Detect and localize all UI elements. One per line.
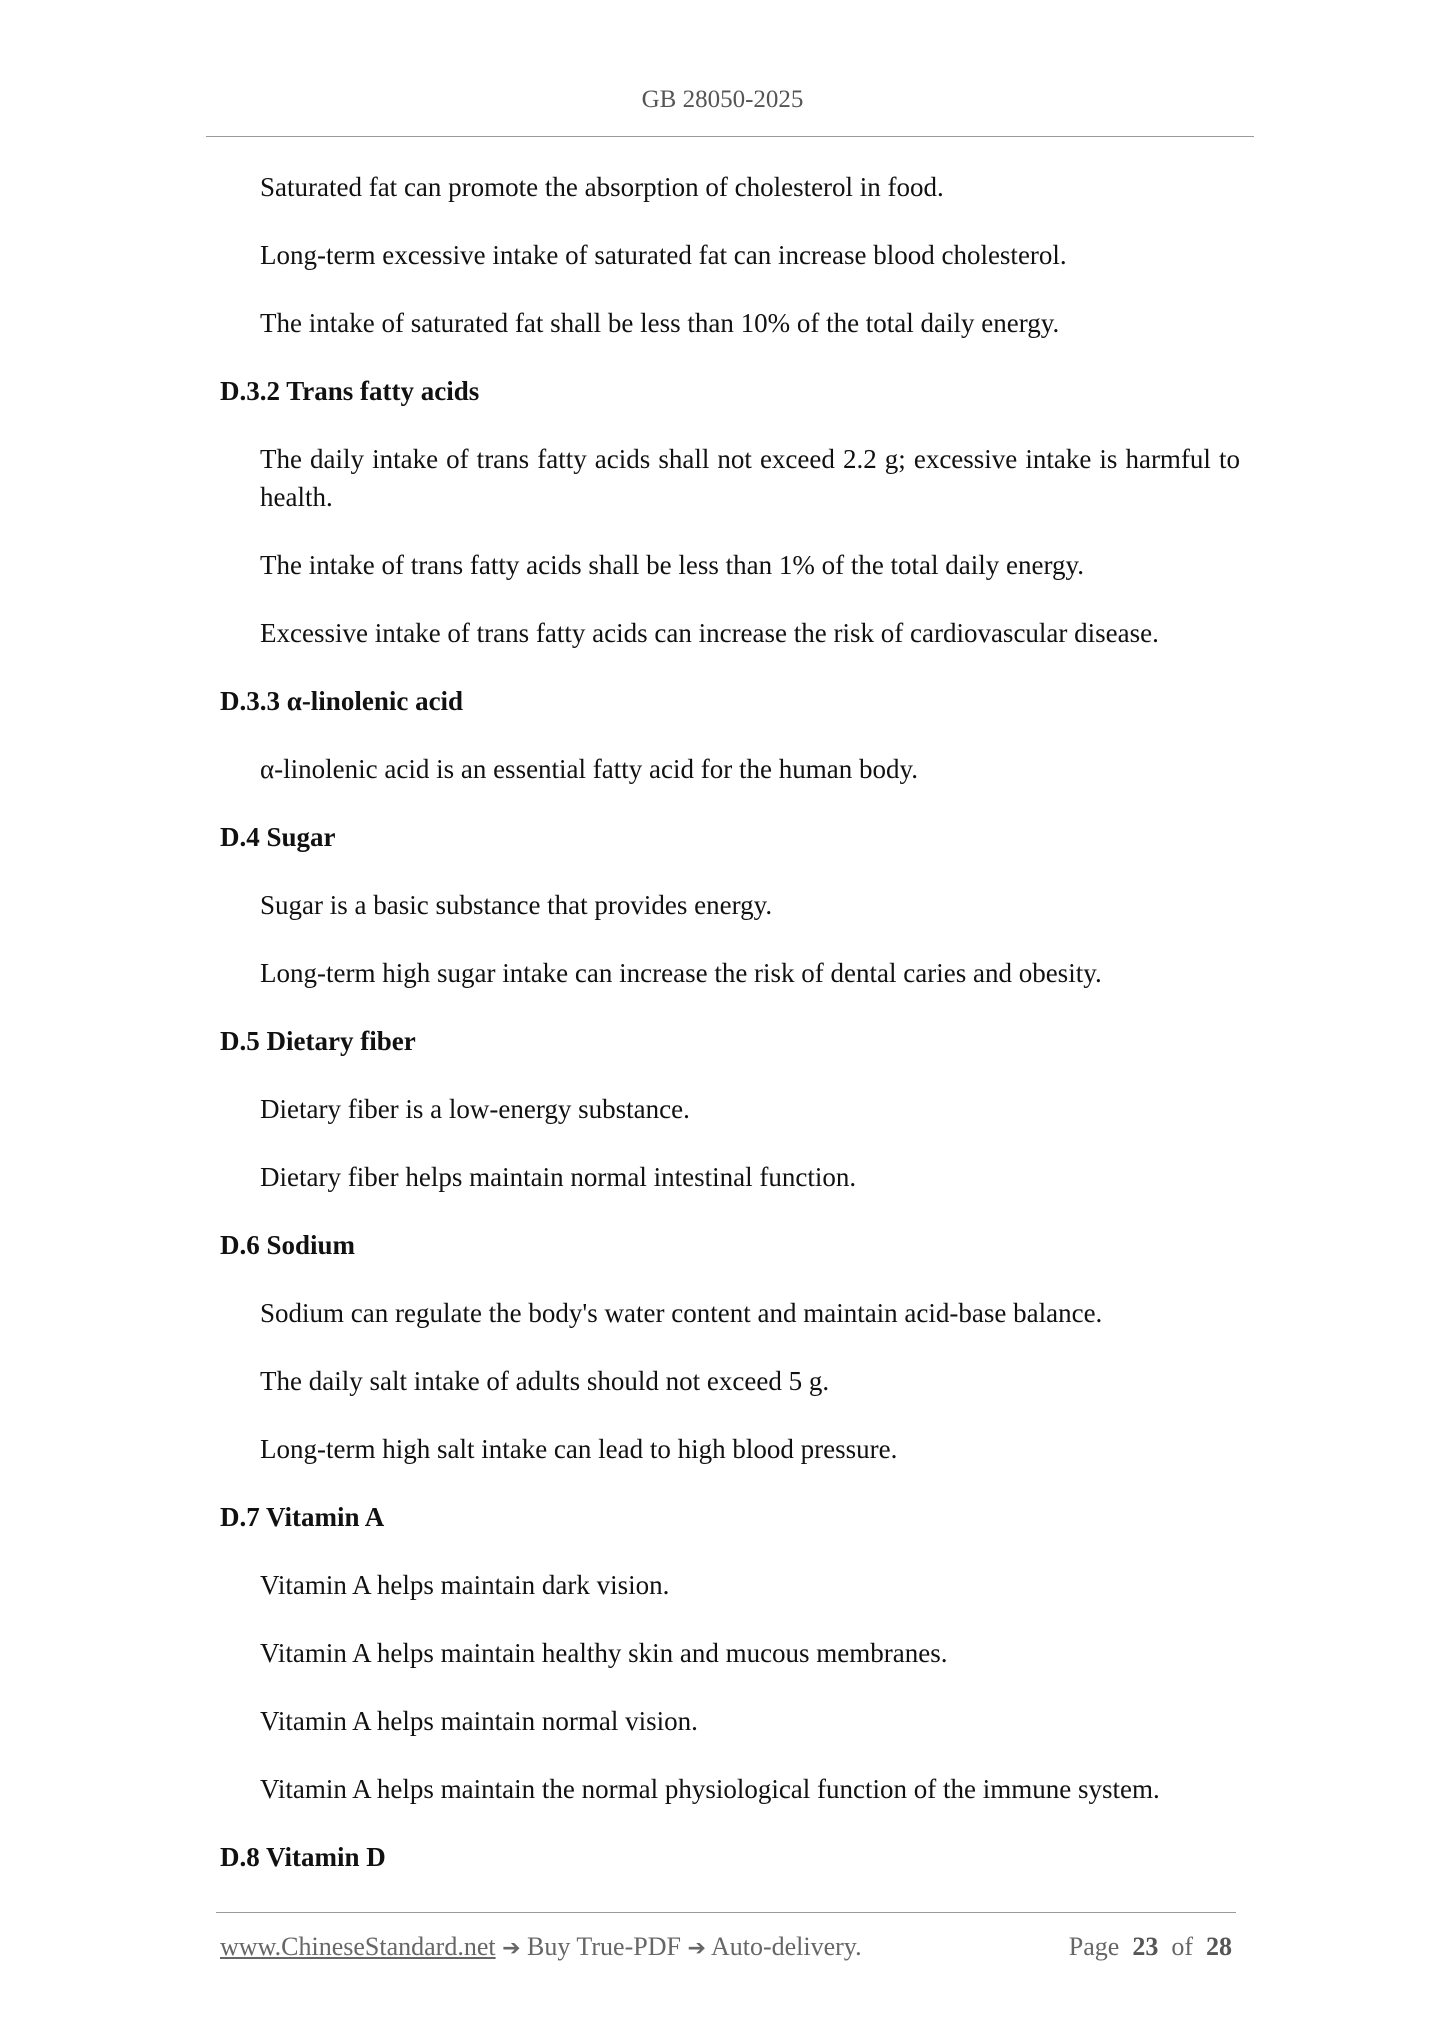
section-heading-sugar: D.4 Sugar: [220, 822, 336, 852]
paragraph: Sodium can regulate the body's water content and maintain acid-base balance.: [260, 1298, 1103, 1328]
page-header-title: GB 28050-2025: [641, 86, 804, 113]
paragraph: Vitamin A helps maintain healthy skin and mucous membranes.: [260, 1638, 948, 1668]
paragraph: α-linolenic acid is an essential fatty acid for the human body.: [260, 754, 918, 784]
section-heading-alpha-linolenic-acid: D.3.3 α-linolenic acid: [220, 686, 464, 716]
paragraph: Vitamin A helps maintain the normal physiological function of the immune system.: [260, 1774, 1160, 1804]
paragraph: Vitamin A helps maintain normal vision.: [260, 1706, 698, 1736]
section-heading-sodium: D.6 Sodium: [220, 1230, 356, 1260]
document-body: [220, 168, 1240, 1906]
paragraph: Sugar is a basic substance that provides energy.: [260, 890, 773, 920]
footer-divider: [216, 1912, 1236, 1913]
paragraph: Excessive intake of trans fatty acids can increase the risk of cardiovascular disease.: [260, 618, 1159, 648]
page-number: [1069, 1932, 1232, 1962]
page-of-label: of: [1171, 1932, 1193, 1961]
paragraph: The intake of saturated fat shall be less than 10% of the total daily energy.: [260, 308, 1060, 338]
paragraph: Long-term high sugar intake can increase the risk of dental caries and obesity.: [260, 958, 1102, 988]
website-link[interactable]: www.ChineseStandard.net: [220, 1932, 496, 1961]
header-divider: [206, 136, 1254, 137]
page-total: 28: [1206, 1932, 1232, 1961]
page-label: Page: [1068, 1932, 1120, 1961]
section-heading-trans-fatty-acids: D.3.2 Trans fatty acids: [220, 376, 480, 406]
paragraph: Dietary fiber helps maintain normal intestinal function.: [260, 1162, 857, 1192]
buy-true-pdf-text: Buy True-PDF: [527, 1932, 681, 1961]
section-heading-vitamin-a: D.7 Vitamin A: [220, 1502, 385, 1532]
paragraph: The daily intake of trans fatty acids shall not exceed 2.2 g; excessive intake is harmful to health.: [260, 444, 1240, 512]
paragraph: Long-term high salt intake can lead to high blood pressure.: [260, 1434, 898, 1464]
paragraph: The daily salt intake of adults should not exceed 5 g.: [260, 1366, 830, 1396]
section-heading-dietary-fiber: D.5 Dietary fiber: [220, 1026, 416, 1056]
paragraph: Vitamin A helps maintain dark vision.: [260, 1570, 670, 1600]
paragraph: The intake of trans fatty acids shall be less than 1% of the total daily energy.: [260, 550, 1085, 580]
page-current: 23: [1132, 1932, 1159, 1961]
auto-delivery-text: Auto-delivery.: [710, 1932, 862, 1961]
paragraph: Saturated fat can promote the absorption of cholesterol in food.: [260, 172, 944, 202]
footer-promo: [220, 1932, 862, 1962]
section-heading-vitamin-d: D.8 Vitamin D: [220, 1842, 386, 1872]
paragraph: Dietary fiber is a low-energy substance.: [260, 1094, 690, 1124]
right-arrow-icon: ➔: [502, 1936, 521, 1961]
paragraph: Long-term excessive intake of saturated fat can increase blood cholesterol.: [260, 240, 1067, 270]
right-arrow-icon: ➔: [687, 1936, 706, 1961]
